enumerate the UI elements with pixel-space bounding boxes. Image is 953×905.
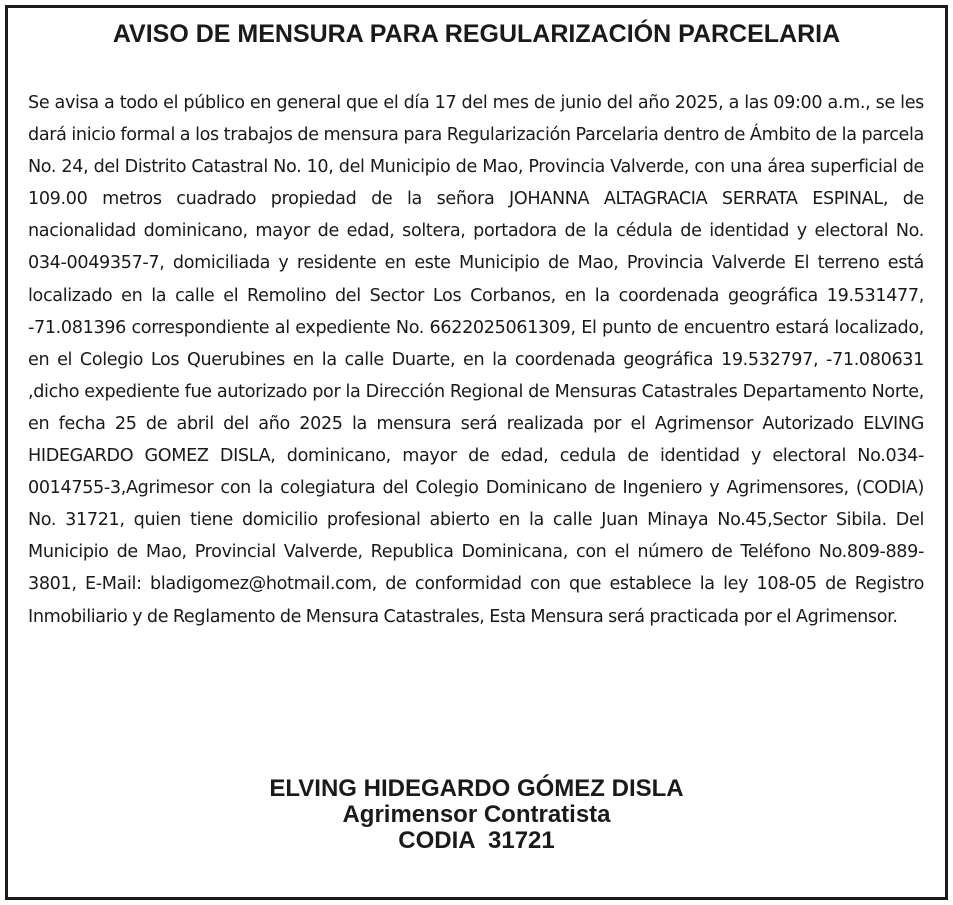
- notice-title: AVISO DE MENSURA PARA REGULARIZACIÓN PARCELARIA: [112, 20, 841, 48]
- signature-block: [8, 776, 945, 854]
- signatory-role: Agrimensor Contratista: [342, 801, 611, 828]
- notice-body: Se avisa a todo el público en general que el día 17 del mes de junio del año 2025, a las 09:00 a.m., se les dará inicio formal a los trabajos de mensura para Regularización Parcelaria dentro de Ámbito de la parcela No. 24, del Distrito Catastral No. 10, del Municipio de Mao, Provincia Valverde, con una área superficial de 109.00 metros cuadrado propiedad de la señora JOHANNA ALTAGRACIA SERRATA ESPINAL, de nacionalidad dominicano, mayor de edad, soltera, portadora de la cédula de identidad y electoral No. 034-0049357-7, domiciliada y residente en este Municipio de Mao, Provincia Valverde El terreno está localizado en la calle el Remolino del Sector Los Corbanos, en la coordenada geográfica 19.531477, -71.081396 correspondiente al expediente No. 6622025061309, El punto de encuentro estará localizado, en el Colegio Los Querubines en la calle Duarte, en la coordenada geográfica 19.532797, -71.080631 ,dicho expediente fue autorizado por la Dirección Regional de Mensuras Catastrales Departamento Norte, en fecha 25 de abril del año 2025 la mensura será realizada por el Agrimensor Autorizado ELVING HIDEGARDO GOMEZ DISLA, dominicano, mayor de edad, cedula de identidad y electoral No.034-0014755-3,Agrimesor con la colegiatura del Colegio Dominicano de Ingeniero y Agrimensores, (CODIA) No. 31721, quien tiene domicilio profesional abierto en la calle Juan Minaya No.45,Sector Sibila. Del Municipio de Mao, Provincial Valverde, Republica Dominicana, con el número de Teléfono No.809-889-3801, E-Mail: bladigomez@hotmail.com, de conformidad con que establece la ley 108-05 de Registro Inmobiliario y de Reglamento de Mensura Catastrales, Esta Mensura será practicada por el Agrimensor.: [28, 93, 924, 627]
- signatory-name: ELVING HIDEGARDO GÓMEZ DISLA: [269, 775, 684, 802]
- legal-notice-frame: [5, 5, 948, 900]
- signatory-codia: CODIA 31721: [398, 827, 555, 854]
